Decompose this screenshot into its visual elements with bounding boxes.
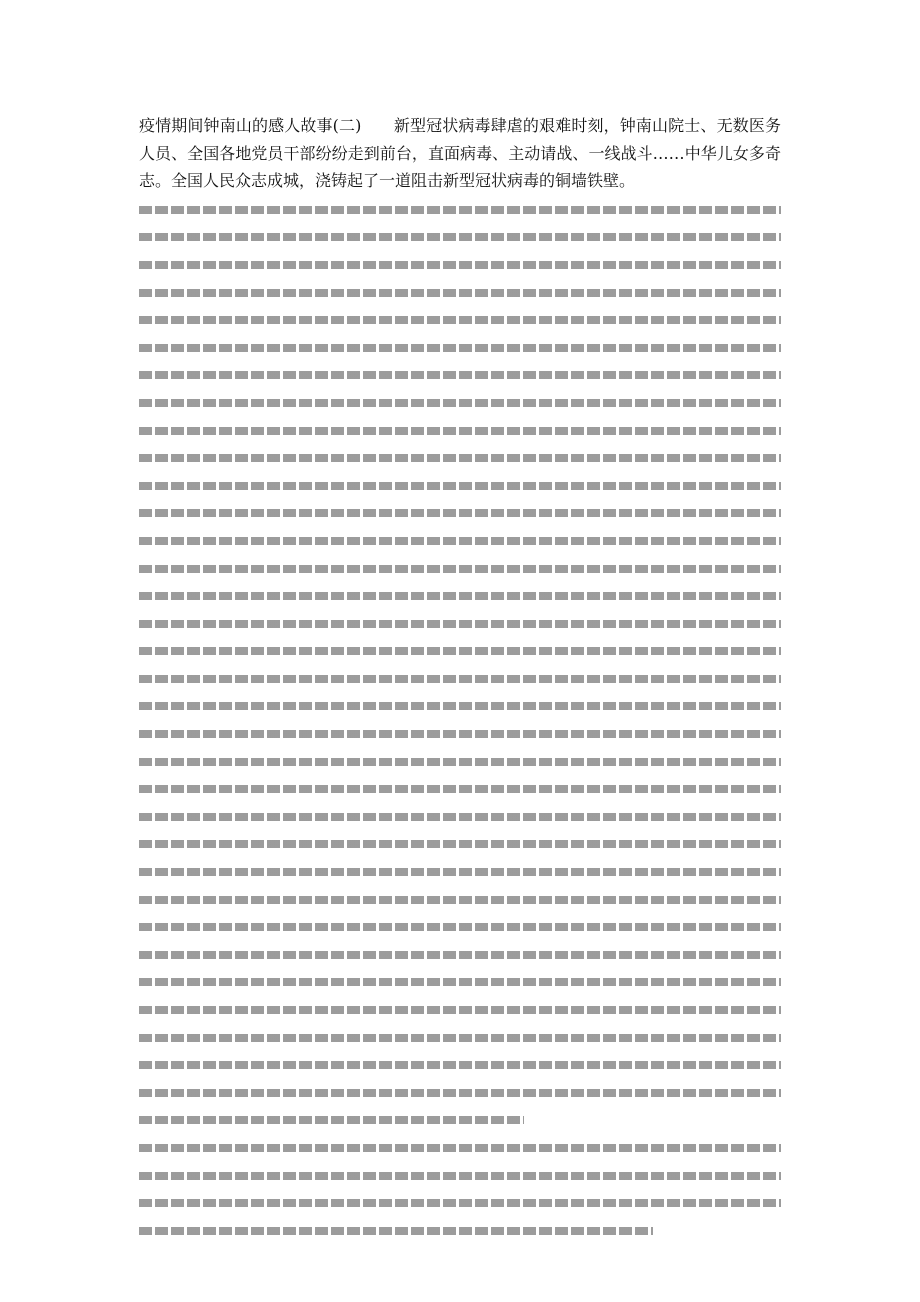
text-line: [139, 1189, 781, 1217]
text-line: [139, 1106, 781, 1134]
text-line: [139, 334, 781, 362]
text-line: [139, 830, 781, 858]
text-line: [139, 389, 781, 417]
opening-paragraph: 疫情期间钟南山的感人故事(二) 新型冠状病毒肆虐的艰难时刻，钟南山院士、无数医务人员、全国各地党员干部纷纷走到前台，直面病毒、主动请战、一线战斗……中华儿女多奇志。全国人民众志成城，浇铸起了一道阻击新型冠状病毒的铜墙铁壁。: [139, 116, 781, 191]
text-line: [139, 1079, 781, 1107]
text-line: [139, 1051, 781, 1079]
text-line: [139, 306, 781, 334]
text-line: [139, 610, 781, 638]
text-line: [139, 279, 781, 307]
text-line: [139, 913, 781, 941]
text-line: [139, 941, 781, 969]
illegible-text-region: [139, 196, 781, 1245]
text-line: [139, 803, 781, 831]
text-line: [139, 527, 781, 555]
text-line: [139, 968, 781, 996]
text-line: [139, 499, 781, 527]
text-line: [139, 223, 781, 251]
text-line: [139, 1162, 781, 1190]
text-line: [139, 1024, 781, 1052]
text-line: [139, 775, 781, 803]
text-line: [139, 251, 781, 279]
text-line: [139, 996, 781, 1024]
text-line: [139, 361, 781, 389]
text-line: [139, 1217, 781, 1245]
text-line: [139, 582, 781, 610]
text-line: [139, 555, 781, 583]
text-line: [139, 417, 781, 445]
text-line: [139, 665, 781, 693]
text-line: [139, 196, 781, 224]
text-line: [139, 692, 781, 720]
text-line: [139, 637, 781, 665]
document-body: [139, 112, 781, 1244]
text-line: [139, 720, 781, 748]
text-line: [139, 1134, 781, 1162]
text-line: [139, 444, 781, 472]
text-line: [139, 858, 781, 886]
text-line: [139, 748, 781, 776]
text-line: [139, 472, 781, 500]
text-line: [139, 886, 781, 914]
